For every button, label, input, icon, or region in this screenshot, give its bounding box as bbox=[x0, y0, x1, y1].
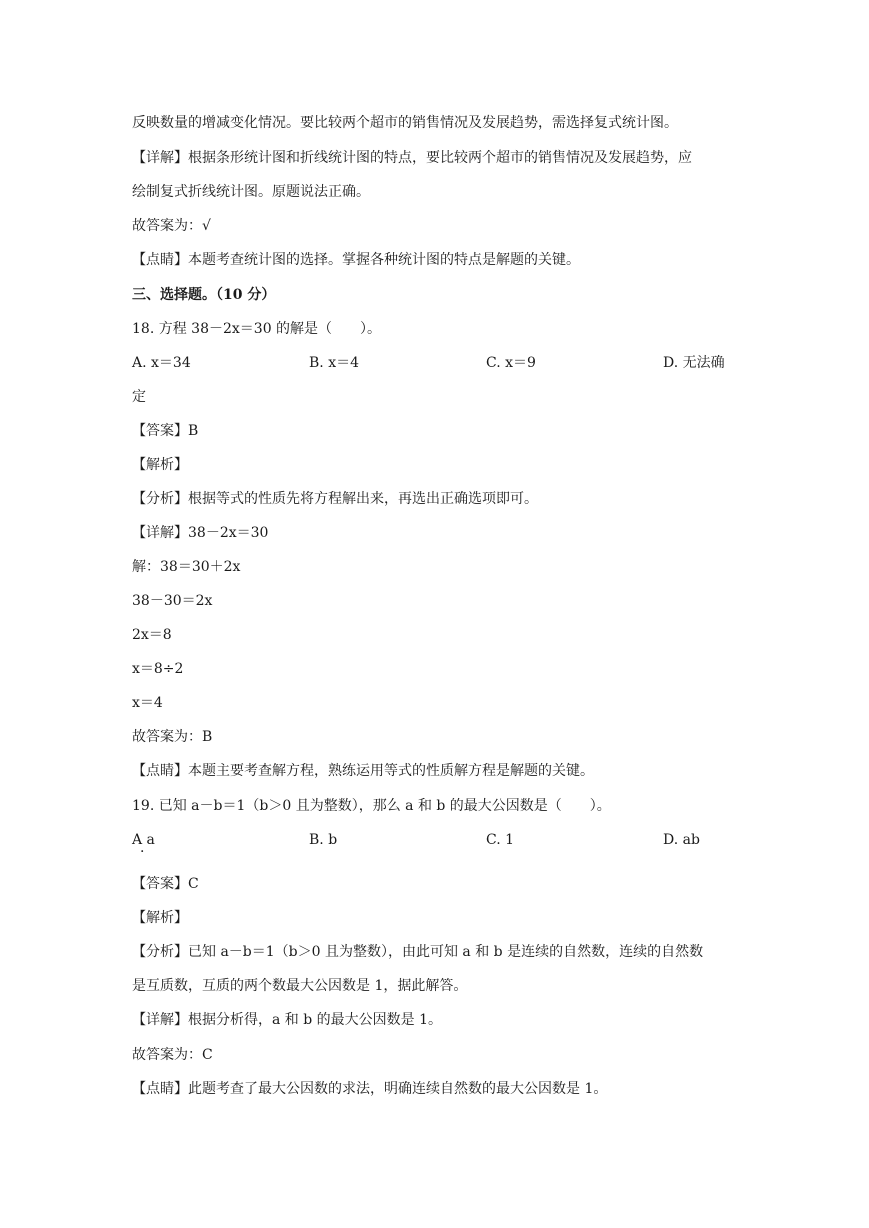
text-line: 故答案为：B bbox=[132, 729, 213, 745]
q18-option-b: B. x＝4 bbox=[309, 355, 359, 371]
solution-step: x＝8÷2 bbox=[132, 661, 184, 677]
solution-step: x＝4 bbox=[132, 695, 163, 711]
solution-step: 解：38＝30＋2x bbox=[132, 559, 241, 575]
text-line: 绘制复式折线统计图。原题说法正确。 bbox=[132, 184, 370, 200]
text-line: 【点睛】本题考查统计图的选择。掌握各种统计图的特点是解题的关键。 bbox=[132, 252, 580, 268]
question-18: 18. 方程 38－2x＝30 的解是（ ）。 bbox=[132, 321, 382, 337]
q19-option-d: D. ab bbox=[663, 832, 700, 848]
section-heading: 三、选择题。（10 分） bbox=[132, 287, 276, 303]
analysis-heading: 【解析】 bbox=[132, 910, 188, 926]
text-line: 【详解】根据条形统计图和折线统计图的特点，要比较两个超市的销售情况及发展趋势，应 bbox=[132, 150, 692, 166]
answer-line: 【答案】C bbox=[132, 876, 199, 892]
q19-option-b: B. b bbox=[309, 832, 338, 848]
dot-mark: · bbox=[140, 844, 145, 860]
answer-line: 【答案】B bbox=[132, 423, 199, 439]
analysis-heading: 【解析】 bbox=[132, 457, 188, 473]
text-line: 【点睛】此题考查了最大公因数的求法，明确连续自然数的最大公因数是 1。 bbox=[132, 1081, 608, 1097]
question-19: 19. 已知 a－b＝1（b＞0 且为整数），那么 a 和 b 的最大公因数是（ ）。 bbox=[132, 798, 611, 814]
text-line: 反映数量的增减变化情况。要比较两个超市的销售情况及发展趋势，需选择复式统计图。 bbox=[132, 115, 678, 131]
text-line: 【点睛】本题主要考查解方程，熟练运用等式的性质解方程是解题的关键。 bbox=[132, 763, 594, 779]
text-line: 【详解】根据分析得，a 和 b 的最大公因数是 1。 bbox=[132, 1012, 443, 1028]
text-line: 定 bbox=[132, 389, 146, 405]
text-line: 故答案为：C bbox=[132, 1047, 213, 1063]
text-line: 【分析】根据等式的性质先将方程解出来，再选出正确选项即可。 bbox=[132, 491, 538, 507]
q18-option-c: C. x＝9 bbox=[486, 355, 536, 371]
text-line: 【详解】38－2x＝30 bbox=[132, 525, 269, 541]
q18-option-d: D. 无法确 bbox=[663, 355, 725, 371]
q19-option-a: A a bbox=[132, 832, 155, 848]
q19-option-c: C. 1 bbox=[486, 832, 515, 848]
text-line: 【分析】已知 a－b＝1（b＞0 且为整数），由此可知 a 和 b 是连续的自然数，连续的自然数 bbox=[132, 944, 704, 960]
solution-step: 2x＝8 bbox=[132, 627, 172, 643]
text-line: 故答案为：√ bbox=[132, 218, 211, 234]
text-line: 是互质数，互质的两个数最大公因数是 1，据此解答。 bbox=[132, 978, 468, 994]
q18-option-a: A. x＝34 bbox=[132, 355, 191, 371]
solution-step: 38－30＝2x bbox=[132, 593, 213, 609]
